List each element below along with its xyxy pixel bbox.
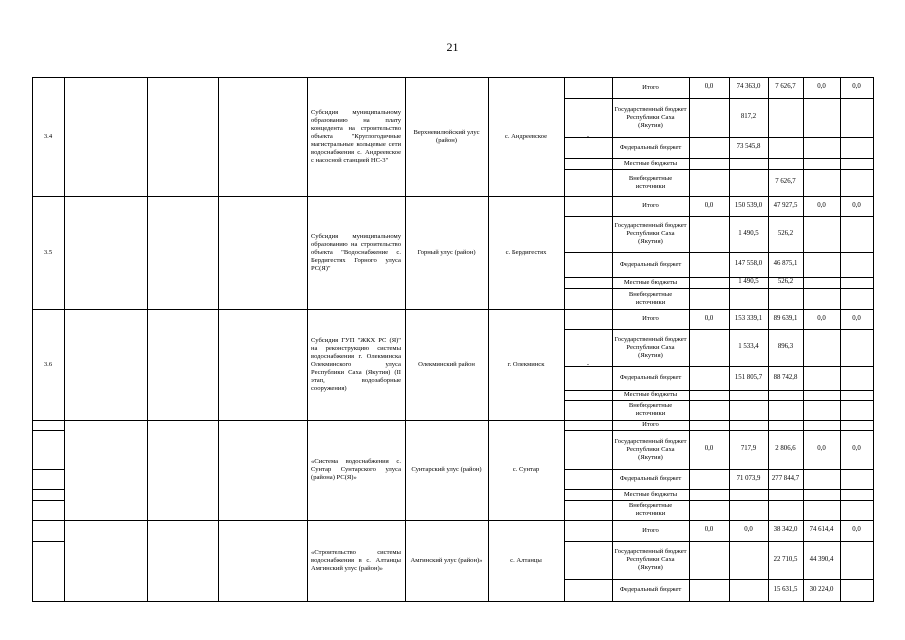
amount-cell: 526,2 xyxy=(777,278,794,286)
amount-cell xyxy=(689,390,729,400)
amount-cell xyxy=(729,579,768,601)
amount-cell xyxy=(689,158,729,169)
funding-source: Итого xyxy=(642,315,659,322)
district: Олекминский район xyxy=(418,360,475,368)
amount-cell xyxy=(803,390,840,400)
settlement: с. Сунтар xyxy=(512,466,540,473)
amount-cell: 0,0 xyxy=(817,314,826,322)
funding-source: Государственный бюджет Республики Саха (Якутия) xyxy=(614,437,687,461)
amount-cell: 0,0 xyxy=(704,83,714,91)
amount-cell xyxy=(840,420,873,430)
amount-cell xyxy=(729,288,768,309)
amount-cell xyxy=(689,169,729,196)
amount-cell xyxy=(768,390,803,400)
settlement: с. Бердигестях xyxy=(505,248,547,256)
district: Горный улус (район) xyxy=(417,248,476,256)
funding-source: Государственный бюджет Республики Саха (Якутия) xyxy=(614,335,687,359)
amount-cell: 150 539,0 xyxy=(734,201,763,209)
amount-cell xyxy=(689,469,729,489)
amount-cell xyxy=(768,500,803,520)
amount-cell xyxy=(803,98,840,137)
funding-source: Местные бюджеты xyxy=(623,391,678,398)
funding-source: Государственный бюджет Республики Саха (Якутия) xyxy=(614,222,687,245)
amount-cell: 1 490,5 xyxy=(738,278,759,286)
funding-source: Местные бюджеты xyxy=(623,490,678,498)
amount-cell: 74 363,0 xyxy=(736,83,761,91)
amount-cell: 0,0 xyxy=(704,445,714,453)
row-separator xyxy=(32,309,308,310)
amount-cell xyxy=(689,400,729,420)
amount-cell xyxy=(689,420,729,430)
amount-cell xyxy=(729,500,768,520)
amount-cell xyxy=(768,420,803,430)
row-separator xyxy=(32,520,308,521)
row-code: 3.5 xyxy=(43,248,53,256)
row-separator xyxy=(32,500,65,501)
amount-cell xyxy=(840,98,873,137)
amount-cell: 74 614,4 xyxy=(809,526,834,534)
amount-cell xyxy=(840,579,873,601)
amount-cell xyxy=(689,579,729,601)
row-separator xyxy=(32,469,65,470)
amount-cell xyxy=(729,420,768,430)
dash-cell: - xyxy=(586,248,590,256)
amount-cell xyxy=(840,469,873,489)
row-separator xyxy=(32,420,308,421)
amount-cell: 22 710,5 xyxy=(773,555,798,563)
amount-cell xyxy=(840,169,873,196)
funding-source: Местные бюджеты xyxy=(623,278,678,286)
amount-cell xyxy=(840,541,873,579)
amount-cell xyxy=(689,98,729,137)
amount-cell: 0,0 xyxy=(817,201,826,209)
row-separator xyxy=(32,77,308,78)
amount-cell: 526,2 xyxy=(777,229,794,237)
page-number: 21 xyxy=(446,40,459,54)
table-column-rule xyxy=(64,77,65,602)
amount-cell xyxy=(729,489,768,500)
amount-cell: 71 073,9 xyxy=(736,474,761,482)
table-column-rule xyxy=(147,77,148,602)
amount-cell: 0,0 xyxy=(817,83,826,91)
amount-cell xyxy=(803,500,840,520)
district: Верхневилюйский улус (район) xyxy=(413,128,480,144)
funding-source: Внебюджетные источники xyxy=(628,402,673,417)
table-column-rule xyxy=(873,77,874,602)
amount-cell xyxy=(729,390,768,400)
amount-cell xyxy=(689,329,729,366)
dash-cell: - xyxy=(586,360,590,368)
amount-cell: 0,0 xyxy=(704,526,714,534)
funding-source: Итого xyxy=(642,526,659,534)
amount-cell: 88 742,8 xyxy=(773,373,798,381)
amount-cell xyxy=(840,277,873,288)
dash-cell xyxy=(564,420,612,520)
amount-cell: 7 626,7 xyxy=(775,178,796,186)
amount-cell xyxy=(840,216,873,252)
amount-cell xyxy=(840,137,873,158)
amount-cell: 0,0 xyxy=(704,314,714,322)
row-separator xyxy=(32,196,308,197)
amount-cell xyxy=(840,400,873,420)
amount-cell xyxy=(840,288,873,309)
funding-source: Государственный бюджет Республики Саха (Якутия) xyxy=(614,548,687,571)
amount-cell: 46 875,1 xyxy=(773,260,798,268)
amount-cell: 0,0 xyxy=(744,526,753,534)
amount-cell xyxy=(768,137,803,158)
funding-source: Внебюджетные источники xyxy=(628,290,673,306)
amount-cell: 0,0 xyxy=(852,83,861,91)
object-name: Субсидия муниципальному образованию на плату концедента на строительство объекта "Круглогодичные магистральные кольцевые сети водоснабжения с. Андреевское с насосной станцией НС-3" xyxy=(311,108,401,164)
funding-source: Итого xyxy=(642,83,659,91)
amount-cell xyxy=(803,252,840,277)
row-code xyxy=(32,520,64,601)
amount-cell xyxy=(803,288,840,309)
amount-cell: 0,0 xyxy=(817,445,826,453)
amount-cell: 2 806,6 xyxy=(775,445,796,453)
amount-cell xyxy=(768,489,803,500)
amount-cell xyxy=(689,216,729,252)
amount-cell xyxy=(803,420,840,430)
amount-cell xyxy=(840,252,873,277)
amount-cell: 7 626,7 xyxy=(775,83,796,91)
amount-cell: 89 639,1 xyxy=(773,314,798,322)
settlement: с. Алтанцы xyxy=(510,556,542,564)
amount-cell xyxy=(840,500,873,520)
amount-cell: 0,0 xyxy=(852,201,861,209)
amount-cell xyxy=(768,158,803,169)
amount-cell xyxy=(803,400,840,420)
settlement: г. Олекминск xyxy=(507,360,545,368)
amount-cell xyxy=(840,329,873,366)
amount-cell xyxy=(803,329,840,366)
amount-cell xyxy=(689,288,729,309)
dash-cell xyxy=(564,520,612,601)
object-name: «Система водоснабжения с. Сунтар Сунтарского улуса (района) РС(Я)» xyxy=(311,458,401,481)
amount-cell: 0,0 xyxy=(852,314,861,322)
amount-cell xyxy=(689,489,729,500)
amount-cell xyxy=(840,489,873,500)
funding-source: Государственный бюджет Республики Саха (Якутия) xyxy=(614,105,687,129)
amount-cell xyxy=(768,400,803,420)
table-column-rule xyxy=(307,77,308,602)
amount-cell: 0,0 xyxy=(852,526,861,534)
object-name: Субсидия ГУП "ЖКХ РС (Я)" на реконструкцию системы водоснабжения г. Олекминска Олекминского улуса Республики Саха (Якутия) (II этап, водозаборные сооружения) xyxy=(311,336,401,392)
amount-cell: 1 490,5 xyxy=(738,229,759,237)
amount-cell: 153 339,1 xyxy=(734,314,763,322)
amount-cell: 44 390,4 xyxy=(809,555,834,563)
settlement: с. Андреевское xyxy=(504,132,548,140)
amount-cell xyxy=(840,158,873,169)
dash-cell: - xyxy=(586,132,590,140)
funding-source: Внебюджетные источники xyxy=(628,502,673,517)
funding-source: Федеральный бюджет xyxy=(619,586,682,593)
amount-cell xyxy=(768,288,803,309)
amount-cell: 147 558,0 xyxy=(734,260,763,268)
amount-cell xyxy=(840,390,873,400)
object-name: Субсидия муниципальному образованию на строительство объекта "Водоснабжение с. Бердигестях Горного улуса РС(Я)" xyxy=(311,232,401,272)
funding-source: Внебюджетные источники xyxy=(628,174,673,190)
amount-cell: 15 631,5 xyxy=(773,585,798,593)
amount-cell xyxy=(689,366,729,390)
amount-cell xyxy=(768,98,803,137)
funding-source: Местные бюджеты xyxy=(623,159,678,167)
amount-cell: 896,3 xyxy=(777,343,794,351)
row-separator xyxy=(32,489,65,490)
amount-cell xyxy=(803,469,840,489)
table-column-rule xyxy=(218,77,219,602)
amount-cell: 151 805,7 xyxy=(734,373,763,381)
amount-cell xyxy=(803,137,840,158)
funding-source: Федеральный бюджет xyxy=(619,143,682,151)
amount-cell xyxy=(803,216,840,252)
row-separator xyxy=(32,430,65,431)
row-separator xyxy=(32,541,65,542)
amount-cell: 47 927,5 xyxy=(773,201,798,209)
amount-cell xyxy=(840,366,873,390)
amount-cell: 277 844,7 xyxy=(771,474,800,482)
amount-cell: 0,0 xyxy=(704,201,714,209)
amount-cell xyxy=(803,158,840,169)
funding-source: Итого xyxy=(642,421,659,428)
amount-cell xyxy=(729,158,768,169)
amount-cell: 30 224,0 xyxy=(809,585,834,593)
amount-cell: 717,9 xyxy=(740,445,757,453)
amount-cell: 38 342,0 xyxy=(773,526,798,534)
amount-cell: 1 533,4 xyxy=(738,343,759,351)
amount-cell xyxy=(803,277,840,288)
amount-cell xyxy=(803,169,840,196)
funding-source: Федеральный бюджет xyxy=(619,475,682,482)
row-code: 3.6 xyxy=(43,360,53,368)
amount-cell xyxy=(803,489,840,500)
row-code xyxy=(32,420,64,520)
funding-source: Федеральный бюджет xyxy=(619,260,682,268)
district: Сунтарский улус (район) xyxy=(411,466,482,473)
row-code: 3.4 xyxy=(43,132,53,140)
funding-source: Федеральный бюджет xyxy=(619,374,682,381)
amount-cell: 817,2 xyxy=(740,113,757,121)
amount-cell: 73 545,8 xyxy=(736,143,761,151)
amount-cell xyxy=(729,400,768,420)
amount-cell xyxy=(689,137,729,158)
amount-cell xyxy=(689,277,729,288)
funding-source: Итого xyxy=(642,202,659,209)
amount-cell xyxy=(729,541,768,579)
amount-cell xyxy=(689,252,729,277)
amount-cell xyxy=(803,366,840,390)
object-name: «Строительство системы водоснабжения в с. Алтанцы Амгинский улус (район)» xyxy=(311,548,401,572)
amount-cell xyxy=(689,541,729,579)
amount-cell xyxy=(729,169,768,196)
table-bottom-rule xyxy=(32,601,874,602)
amount-cell xyxy=(689,500,729,520)
district: Амгинский улус (район)» xyxy=(410,556,483,564)
amount-cell: 0,0 xyxy=(852,445,861,453)
